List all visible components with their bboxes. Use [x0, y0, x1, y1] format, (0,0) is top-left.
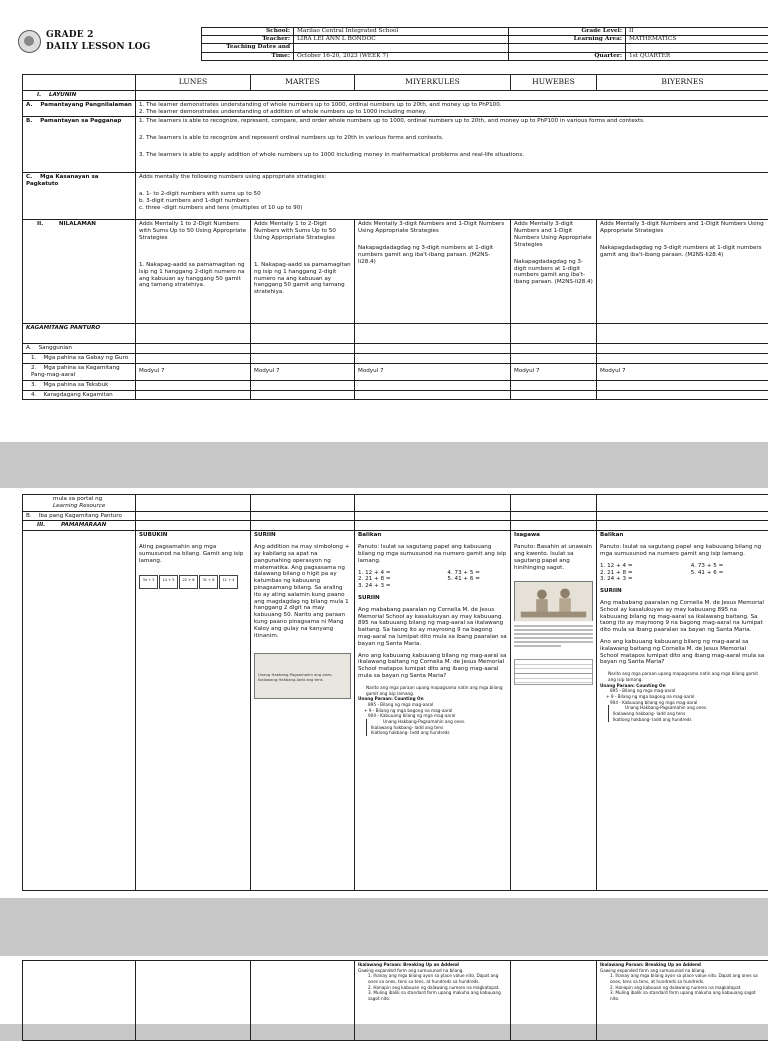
deped-seal-logo	[18, 30, 41, 53]
dll-title: DAILY LESSON LOG	[46, 42, 151, 52]
strategy-line-1: 895 - Bilang ng mga mag-aaral	[600, 688, 765, 694]
day-header-miyerkules: MIYERKULES	[355, 75, 511, 91]
suriin-heading-martes: SURIIN	[254, 532, 351, 539]
step-3: Ikatlong hakbang- Iadd ang hundreds	[608, 717, 765, 723]
equation-1: 1. 12 + 4 =	[358, 570, 447, 577]
step-3: Ikatlong hakbang- Iadd ang hundreds	[366, 730, 507, 736]
breaking-up-title: Ikalawang Paraan: Breaking Up an Addend	[358, 962, 507, 968]
story-text-block	[514, 625, 593, 647]
step-2: Ikalawang hakbang- Iadd ang tens	[608, 711, 765, 717]
strategy-illustration	[254, 653, 351, 699]
suriin-heading-miyerkules: SURIIN	[358, 595, 507, 602]
nilalaman-martes-body: 1. Nakapag-aadd sa pamamagitan ng isip ng 1 hanggang 2-digit numero na ang kabuuan ay hanggang 50 gamit ang tamang stratehiya.	[254, 262, 351, 296]
modyul-martes: Modyul 7	[251, 364, 355, 381]
nilalaman-lunes-title: Adds Mentally 1 to 2-Digit Numbers with Sums Up to 50 Using Appropriate Strategies	[139, 221, 247, 241]
performance-standard-1: 1. The learners is able to recognize, represent, compare, and order whole numbers up to 1000, ordinal numbers up to 20th, and money up to PhP100 in various forms and contexts.	[139, 118, 765, 125]
problem-box: 14 + 5	[159, 575, 178, 589]
strategy-title: Unang Paraan: Counting On	[358, 696, 507, 702]
ref-karagdagang-kagamitan: 4. Karagdagang Kagamitan	[23, 390, 136, 400]
dates-label-1: Teaching Dates and	[202, 44, 294, 52]
header-info-table	[201, 27, 768, 61]
day-header-lunes: LUNES	[136, 75, 251, 91]
suriin-paragraph-1-biyernes: Ang mababang paaralan ng Cornelia M. de Jesus Memorial School ay kasalukuyan ay may kabuuang 895 na kabuuang bilang ng mag-aaral sa ikalawang baitang. Sa taong ito ay mayroong 9 na bagong mag-aaral na lumipat dito mula sa ibang paaralan sa bayan ng Santa Maria.	[600, 600, 765, 634]
dates-label-2: Time:	[202, 52, 294, 60]
competency-item-b: b. 3-digit numbers and 1-digit numbers	[139, 198, 765, 205]
nilalaman-miyerkules-title: Adds Mentally 3-digit Numbers and 1-Digit Numbers Using Appropriate Strategies	[358, 221, 507, 235]
equation-3: 3. 24 + 3 =	[600, 576, 691, 583]
nilalaman-miyerkules-body: Nakapagdadagdag ng 3-digit numbers at 1-digit numbers gamit ang iba't-ibang paraan. (M2NS-Ii28.4)	[358, 245, 507, 265]
isagawa-heading: Isagawa	[514, 532, 593, 539]
suriin-text-martes: Ang addition na may simbolong + ay kabilang sa apat na pangunahing operasyon ng matematika. Ang pagsasama ng dalawang bilang o higit pa ay katumbas ng kabuuang pinagsamang bilang. Sa araling ito ay ating aalamin kung paano ang magdagdag ng bilang mula 1 hanggang 2 digit na may kabuuang 50. Narito ang paraan kung paano pinagsama ni Mang Kaloy ang gulay na kanyang itinanim.	[254, 544, 351, 639]
equation-5: 5. 41 + 6 =	[447, 576, 480, 583]
suriin-paragraph-2-biyernes: Ano ang kabuuang kabuuang bilang ng mag-aaral sa ikalawang baitang ng Cornelia M. de Jesus Memorial School matapos lumipat dito ang ibang mag-aaral mula sa bayan ng Santa Maria?	[600, 639, 765, 666]
learning-area-label: Learning Area:	[509, 36, 626, 44]
subukin-text: Ating pagsamahin ang mga sumusunod na bilang. Gamit ang isip lamang.	[139, 544, 247, 564]
layunin-heading: I. LAYUNIN	[23, 91, 136, 101]
ref-teksbuk: 3. Mga pahina sa Teksbuk	[23, 380, 136, 390]
breaking-up-title-biyernes: Ikalawang Paraan: Breaking Up an Addend	[600, 962, 765, 968]
nilalaman-lunes-body: 1. Nakapag-aadd sa pamamagitan ng isip ng 1 hanggang 2-digit numero na ang kabuuan ay hanggang 50 gamit ang tamang stratehiya.	[139, 262, 247, 289]
breaking-up-step-2: 2. Hanapin ang kabuuan ng dalawang numero na magkatapat.	[358, 985, 507, 991]
school-label: School:	[202, 28, 294, 36]
school-value: Marilao Central Integrated School	[294, 28, 509, 36]
lesson-log-table	[22, 74, 768, 400]
balikan-instructions-biyernes: Panuto: Isulat sa sagutang papel ang kabuuang bilang ng mga sumusunod na numero gamit ang isip lamang.	[600, 544, 765, 558]
problem-box: 11 + 4	[219, 575, 238, 589]
content-standard-1: 1. The learner demonstrates understanding of whole numbers up to 1000, ordinal numbers up to 20th, and money up to PhP100.	[139, 102, 765, 109]
modyul-miyerkules: Modyul 7	[355, 364, 511, 381]
breaking-up-subtitle: Gawing expanded form ang sumusunod na bilang.	[358, 968, 507, 974]
procedure-table-continued	[22, 960, 768, 1041]
equation-2: 2. 21 + 8 =	[358, 576, 447, 583]
content-standard-2: 2. The learner demonstrates understanding of addition of whole numbers up to 1000 including money.	[139, 109, 765, 116]
ref-kagamitang-pang-mag-aaral: 2. Mga pahina sa Kagamitang Pang-mag-aaral	[23, 364, 136, 381]
subukin-problem-boxes	[139, 565, 247, 589]
equation-4: 4. 73 + 5 =	[447, 570, 480, 577]
nilalaman-heading: II. NILALAMAN	[23, 220, 136, 324]
problem-box: 31 + 8	[199, 575, 218, 589]
iba-pang-kagamitan-label: B. Iba pang Kagamitang Panturo	[23, 511, 136, 521]
balikan-equations-biyernes	[600, 563, 765, 583]
performance-standard-3: 3. The learners is able to apply addition of whole numbers up to 1000 including money in mathematical problems and real-life situations.	[139, 152, 765, 159]
suriin-paragraph-1: Ang mababang paaralan ng Cornelia M. de Jesus Memorial School ay kasalukuyan ay may kabuuang 895 na kabuuang bilang ng mag-aaral sa ikalawang baitang. Sa taong ito ay mayroong 9 na bagong mag-aaral na lumipat dito mula sa ibang paaralan sa bayan ng Santa Maria.	[358, 607, 507, 648]
breaking-up-subtitle-biyernes: Gawing expanded form ang sumusunod na bilang.	[600, 968, 765, 974]
strategy-illustration-note: Unang Hakbang-Pagsamahin ang ones. Ikalawang Hakbang-Iadd ang tens	[258, 673, 347, 683]
isagawa-instructions: Panuto: Basahin at unawain ang kwento. Isulat sa sagutang papel ang hinihinging sagot.	[514, 544, 593, 571]
balikan-heading-miyerkules: Balikan	[358, 532, 507, 539]
strategy-line-3: 904 - Kabuuang bilang ng mga mag-aaral	[358, 713, 507, 719]
dates-value: October 16-20, 2023 (WEEK 7)	[294, 52, 509, 60]
kasanayan-label: C. Mga Kasanayan sa Pagkatuto	[23, 173, 136, 220]
strategy-line-3: 904 - Kabuuang bilang ng mga mag-aaral	[600, 700, 765, 706]
breaking-up-step-3: 3. Muling ibalik sa standard form upang makuha ang kabuuang sagot nito.	[358, 990, 507, 1001]
equation-3: 3. 24 + 3 =	[358, 583, 447, 590]
problem-box: 34 + 3	[139, 575, 158, 589]
story-illustration	[514, 581, 593, 621]
nilalaman-huwebes-title: Adds Mentally 3-digit Numbers and 1-Digit Numbers Using Appropriate Strategies	[514, 221, 593, 248]
day-header-martes: MARTES	[251, 75, 355, 91]
page-1	[0, 0, 768, 442]
balikan-heading-biyernes: Balikan	[600, 532, 765, 539]
equation-5: 5. 41 + 6 =	[691, 570, 724, 577]
grade-level-value: II	[626, 28, 768, 36]
day-header-biyernes: BIYERNES	[597, 75, 768, 91]
step-1: Unang Hakbang-Pagsamahin ang ones.	[608, 705, 765, 711]
teacher-value: LIRA LEI ANN L BONDOC	[294, 36, 509, 44]
story-answer-table	[514, 659, 593, 685]
learning-area-value: MATHEMATICS	[626, 36, 768, 44]
subukin-heading: SUBUKIN	[139, 532, 247, 539]
nilalaman-martes-title: Adds Mentally 1 to 2-Digit Numbers with Sums Up to 50 Using Appropriate Strategies	[254, 221, 351, 241]
strategy-block	[358, 685, 507, 736]
competency-item-a: a. 1- to 2-digit numbers with sums up to 50	[139, 191, 765, 198]
modyul-lunes: Modyul 7	[136, 364, 251, 381]
suriin-paragraph-2: Ano ang kabuuang kabuuang bilang ng mag-aaral sa ikalawang baitang ng Cornelia M. de Jesus Memorial School matapos lumipat dito ang ibang mag-aaral mula sa bayan ng Santa Maria?	[358, 653, 507, 680]
suriin-heading-biyernes: SURIIN	[600, 588, 765, 595]
step-2: Ikalawang hakbang- Iadd ang tens	[366, 725, 507, 731]
breaking-up-step-2-biyernes: 2. Hanapin ang kabuuan ng dalawang numero na magkatapat.	[600, 985, 765, 991]
nilalaman-biyernes-body: Nakapagdadagdag ng 3-digit numbers at 1-digit numbers gamit ang iba't-ibang paraan. (M2NS-Ii28.4)	[600, 245, 765, 259]
equation-1: 1. 12 + 4 =	[600, 563, 691, 570]
sanggunian-label: A. Sanggunian	[23, 344, 136, 354]
day-header-huwebes: HUWEBES	[511, 75, 597, 91]
breaking-up-step-3-biyernes: 3. Muling ibalik sa standard form upang makuha ang kabuuang sagot nito.	[600, 990, 765, 1001]
strategy-line-2: + 9 - Bilang ng mga bagong na mag-aaral	[600, 694, 765, 700]
strategy-title: Unang Paraan: Counting On	[600, 683, 765, 689]
breaking-up-step-1: 1. Ihanay ang mga bilang ayon sa place value nito. Dapat ang ones sa ones, tens sa tens, at hundreds sa hundreds.	[358, 973, 507, 984]
quarter-label: Quarter:	[509, 52, 626, 60]
procedure-table	[22, 494, 768, 891]
strategy-line-1: 895 - Bilang ng mga mag-aaral	[358, 702, 507, 708]
performance-standard-2: 2. The learners is able to recognize and represent ordinal numbers up to 20th in various forms and contexts.	[139, 135, 765, 142]
equation-4: 4. 73 + 5 =	[691, 563, 724, 570]
problem-box: 22 + 6	[179, 575, 198, 589]
teacher-label: Teacher:	[202, 36, 294, 44]
modyul-huwebes: Modyul 7	[511, 364, 597, 381]
strategy-intro: Narito ang mga paraan upang mapagsama natin ang mga bilang gamit ang isip lamang.	[600, 671, 765, 682]
ref-gabay-guro: 1. Mga pahina sa Gabay ng Guro	[23, 354, 136, 364]
strategy-block-biyernes	[600, 671, 765, 722]
competency-intro: Adds mentally the following numbers using appropriate strategies:	[139, 174, 765, 181]
lr-portal-line-1: mula sa portal ng	[53, 496, 132, 503]
balikan-equations	[358, 570, 507, 590]
quarter-value: 1st QUARTER	[626, 52, 768, 60]
step-1: Unang Hakbang-Pagsamahin ang ones.	[366, 719, 507, 725]
lr-portal-line-2: Learning Resource	[53, 503, 132, 510]
strategy-line-2: + 9 - Bilang ng mga bagong na mag-aaral	[358, 708, 507, 714]
nilalaman-huwebes-body: Nakapagdadagdag ng 3-digit numbers at 1-digit numbers gamit ang iba't-ibang paraan. (M2NS-Ii28.4)	[514, 259, 593, 286]
competency-item-c: c. three -digit numbers and tens (multiples of 10 up to 90)	[139, 205, 765, 212]
grade-title: GRADE 2	[46, 30, 94, 40]
balikan-instructions-miyerkules: Panuto: Isulat sa sagutang papel ang kabuuang bilang ng mga sumusunod na numero gamit ang isip lamang.	[358, 544, 507, 564]
pamamaraan-heading: III. PAMAMARAAN	[23, 521, 136, 531]
grade-level-label: Grade Level:	[509, 28, 626, 36]
equation-2: 2. 21 + 8 =	[600, 570, 691, 577]
modyul-biyernes: Modyul 7	[597, 364, 768, 381]
strategy-intro: Narito ang mga paraan upang mapagsama natin ang mga bilang gamit ang isip lamang.	[358, 685, 507, 696]
kagamitang-panturo-heading: KAGAMITANG PANTURO	[23, 324, 136, 344]
people-illustration-icon	[515, 582, 592, 622]
breaking-up-step-1-biyernes: 1. Ihanay ang mga bilang ayon sa place value nito. Dapat ang ones sa ones, tens sa tens, at hundreds sa hundreds.	[600, 973, 765, 984]
pamantayang-pangnilalaman-label: A. Pamantayang Pangnilalaman	[23, 100, 136, 117]
nilalaman-biyernes-title: Adds Mentally 3-digit Numbers and 1-Digit Numbers Using Appropriate Strategies	[600, 221, 765, 235]
pamantayan-sa-pagganap-label: B. Pamantayan sa Pagganap	[23, 117, 136, 173]
